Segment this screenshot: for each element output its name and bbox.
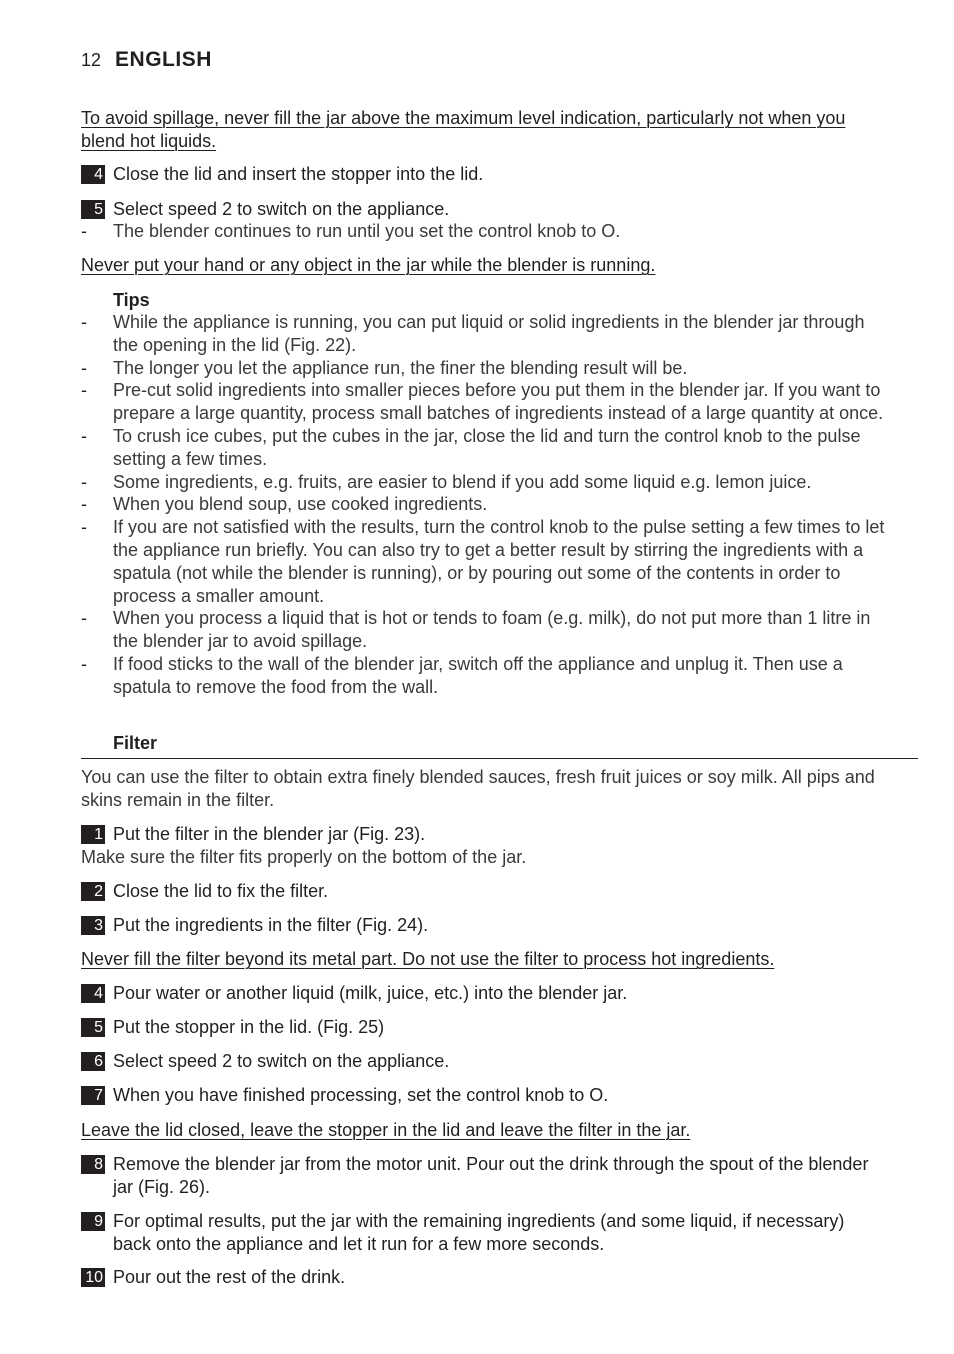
step-optimal-results [81, 1210, 886, 1256]
list-item: - If food sticks to the wall of the blender jar, switch off the appliance and unplug it. Then use a spatula to remove the food from the wall. [81, 653, 843, 697]
step-number: 1 [81, 825, 105, 844]
step-text: Close the lid and insert the stopper into the lid. [113, 164, 484, 184]
step-number: 5 [81, 200, 105, 219]
step-number: 2 [81, 882, 105, 901]
step-finished [81, 1084, 886, 1107]
list-item: - Some ingredients, e.g. fruits, are easier to blend if you add some liquid e.g. lemon juice. [81, 471, 812, 492]
step-number: 3 [81, 916, 105, 935]
step-pour-rest [81, 1266, 886, 1289]
step-number: 4 [81, 165, 105, 184]
step-text: Pour out the rest of the drink. [113, 1267, 346, 1287]
list-item: - Pre-cut solid ingredients into smaller pieces before you put them in the blender jar. If you want to prepare a large quantity, process small batches of ingredients instead of a large quantity at once. [81, 380, 884, 424]
section-language: ENGLISH [115, 48, 212, 71]
step-text: Select speed 2 to switch on the appliance. [113, 199, 450, 219]
step-text: When you have finished processing, set the control knob to O. [113, 1085, 609, 1105]
warning-spillage: To avoid spillage, never fill the jar above the maximum level indication, particularly not when you blend hot liquids. [81, 108, 846, 151]
list-item: - To crush ice cubes, put the cubes in the jar, close the lid and turn the control knob to the pulse setting a few times. [81, 425, 861, 469]
page-number: 12 [81, 50, 102, 70]
step-pour-water [81, 982, 886, 1005]
list-item: - When you process a liquid that is hot or tends to foam (e.g. milk), do not put more than 1 litre in the blender jar to avoid spillage. [81, 608, 871, 652]
step-number: 6 [81, 1052, 105, 1071]
step-close-lid-filter [81, 880, 886, 903]
tips-heading: Tips [113, 290, 150, 310]
step-number: 9 [81, 1212, 105, 1231]
filter-intro: You can use the filter to obtain extra finely blended sauces, fresh fruit juices or soy milk. All pips and skins remain in the filter. [81, 767, 875, 810]
step-select-speed [81, 198, 886, 221]
step-number: 4 [81, 984, 105, 1003]
step-close-lid [81, 163, 886, 186]
warning-hand: Never put your hand or any object in the jar while the blender is running. [81, 255, 656, 275]
note-filter-fits: Make sure the filter fits properly on the bottom of the jar. [81, 847, 527, 867]
step-text: Remove the blender jar from the motor unit. Pour out the drink through the spout of the blender jar (Fig. 26). [113, 1154, 869, 1197]
list-item: - When you blend soup, use cooked ingredients. [81, 494, 488, 515]
step-select-speed-filter [81, 1050, 886, 1073]
step-text: Put the filter in the blender jar (Fig. 23). [113, 824, 426, 844]
step-number: 5 [81, 1018, 105, 1037]
step-number: 8 [81, 1155, 105, 1174]
list-item: - While the appliance is running, you can put liquid or solid ingredients in the blender jar through the opening in the lid (Fig. 22). [81, 312, 865, 355]
filter-heading: Filter [81, 732, 918, 759]
page-header [81, 46, 212, 74]
note-blender-runs: - The blender continues to run until you set the control knob to O. [81, 221, 621, 241]
warning-metal-part: Never fill the filter beyond its metal part. Do not use the filter to process hot ingredients. [81, 949, 775, 969]
step-text: Put the stopper in the lid. (Fig. 25) [113, 1017, 385, 1037]
step-remove-jar [81, 1153, 886, 1199]
step-number: 10 [81, 1268, 105, 1287]
step-number: 7 [81, 1086, 105, 1105]
step-put-filter [81, 823, 886, 846]
list-item: - The longer you let the appliance run, the finer the blending result will be. [81, 357, 688, 378]
step-text: Close the lid to fix the filter. [113, 881, 329, 901]
step-text: Select speed 2 to switch on the appliance. [113, 1051, 450, 1071]
step-text: Pour water or another liquid (milk, juice, etc.) into the blender jar. [113, 983, 628, 1003]
list-item: - If you are not satisfied with the results, turn the control knob to the pulse setting a few times to let the appliance run briefly. You can also try to get a better result by stirring the ingredients with a spatula (not while the blender is running), or by pouring out some of the contents in order to process a smaller amount. [81, 517, 885, 606]
step-text: Put the ingredients in the filter (Fig. 24). [113, 915, 429, 935]
tips-list [81, 311, 886, 699]
step-put-ingredients [81, 914, 886, 937]
step-put-stopper [81, 1016, 886, 1039]
warning-leave-lid: Leave the lid closed, leave the stopper in the lid and leave the filter in the jar. [81, 1120, 691, 1140]
step-text: For optimal results, put the jar with the remaining ingredients (and some liquid, if necessary) back onto the appliance and let it run for a few more seconds. [113, 1211, 845, 1254]
